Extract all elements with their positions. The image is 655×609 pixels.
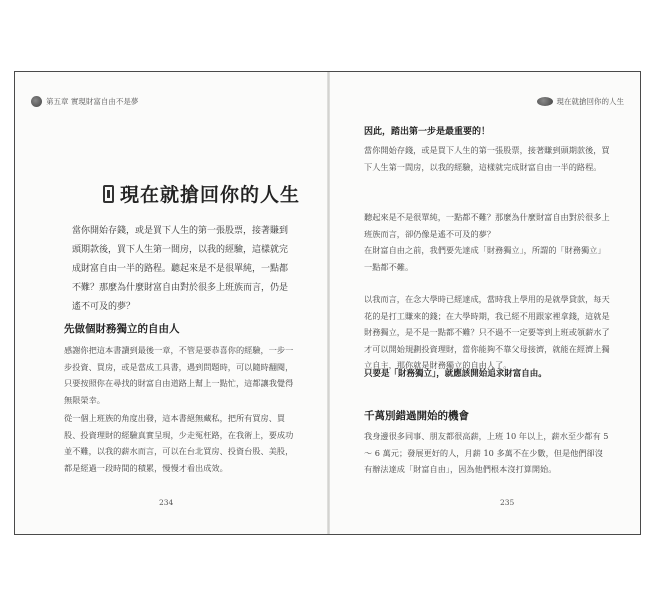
left-page-number: 234 xyxy=(159,498,174,507)
left-running-head-text: 第五章 實現財富自由不是夢 xyxy=(46,97,139,106)
right-paragraph-3: 在財富自由之前，我們要先達成「財務獨立」，所謂的「財務獨立」一點都不難。 xyxy=(364,245,606,272)
left-paragraph-2: 從一個上班族的角度出發，這本書絕無藏私，把所有買房、買股、投資理財的經驗真實呈現，少走冤枉路，在我術上，要成功並不難，以我的薪水而言，可以在台北買房、投資台股、美股，都是經過一段時間的積累，慢慢才看出成效。 xyxy=(64,413,294,473)
right-paragraph-5: 只要是「財務獨立」，就應該開始追求財富自由。 xyxy=(364,369,547,379)
right-paragraph-1: 當你開始存錢，或是買下人生的第一張股票，接著賺到頭期款後，買下人生第一間房，以我的經驗，這樣就完成財富自由一半的路程。 xyxy=(364,145,610,172)
coin-icon xyxy=(537,97,553,106)
ornament-icon xyxy=(31,96,42,107)
section-heading-right: 千萬別錯過開始的機會 xyxy=(364,410,469,422)
left-running-head xyxy=(31,96,138,107)
right-paragraph-4: 以我而言，在念大學時已經達成，當時我上學用的是就學貸款，每天花的是打工賺來的錢；在大學時期，我已經不用跟家裡拿錢，這就是財務獨立，是不是一點都不難？只不過不一定要等到上班或領薪水了才可以開始規劃投資理財，當你能夠不靠父母接濟，就能在經濟上獨立自主，那你就是財務獨立的自由人了。 xyxy=(364,294,610,370)
phone-icon xyxy=(103,185,114,203)
right-paragraph-2: 聽起來是不是很單純，一點都不難？那麼為什麼財富自由對於很多上班族而言，卻仍像是遙不可及的夢？ xyxy=(364,212,610,239)
book-spread xyxy=(14,71,641,535)
right-running-head xyxy=(537,96,625,107)
pull-line: 因此，踏出第一步是最重要的！ xyxy=(364,127,491,137)
left-page xyxy=(15,72,327,534)
section-heading-left: 先做個財務獨立的自由人 xyxy=(64,323,180,335)
right-paragraph-6: 我身邊很多同事、朋友都很高薪，上班 10 年以上，薪水至少都有 5 ～ 6 萬元；發展更好的人，月薪 10 多萬不在少數，但是他們卻沒有辦法達成「財富自由」，因為他們根本沒打算開始。 xyxy=(364,431,609,474)
chapter-title-text: 現在就搶回你的人生 xyxy=(120,184,301,206)
right-running-head-text: 現在就搶回你的人生 xyxy=(556,97,624,106)
right-page-number: 235 xyxy=(500,498,515,507)
left-paragraph-1: 感謝你把這本書讀到最後一章，不管是要恭喜你的經驗，一步一步投資、買房，或是當成工具書，遇到問題時，可以隨時翻閱，只要按照你在尋找的財富自由道路上幫上一點忙，這都讓我覺得無限榮幸。 xyxy=(64,345,294,405)
right-page xyxy=(330,72,640,534)
chapter-title xyxy=(103,180,300,207)
chapter-intro: 當你開始存錢，或是買下人生的第一張股票，接著賺到頭期款後，買下人生第一間房，以我的經驗，這樣就完成財富自由一半的路程。聽起來是不是很單純，一點都不難？那麼為什麼財富自由對於很多上班族而言，仍是遙不可及的夢？ xyxy=(72,226,289,312)
